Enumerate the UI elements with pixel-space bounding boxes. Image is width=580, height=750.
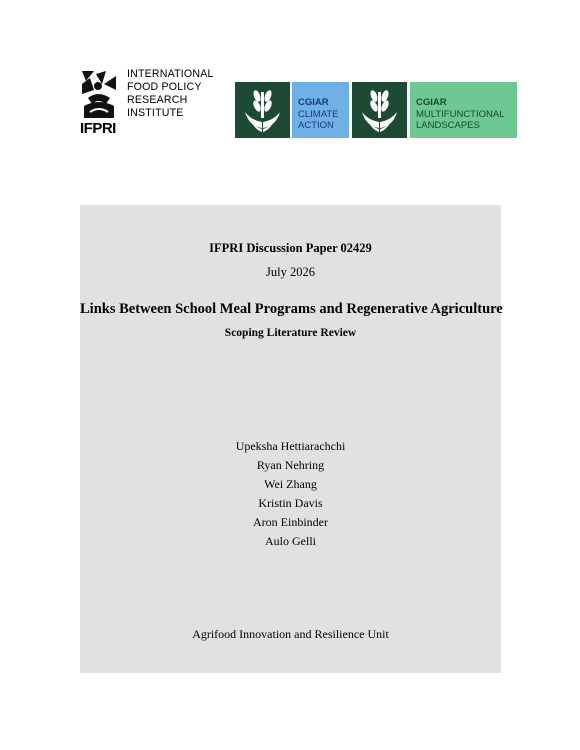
ifpri-name-line: INTERNATIONAL [127, 68, 214, 80]
author-name: Wei Zhang [264, 477, 317, 491]
ifpri-acronym: IFPRI [80, 120, 116, 137]
author-name: Aron Einbinder [253, 515, 328, 529]
ifpri-logo [80, 68, 220, 138]
cgiar-org-text: CGIAR [298, 97, 329, 108]
author-name: Ryan Nehring [256, 458, 325, 472]
ifpri-emblem-icon [80, 68, 118, 120]
ifpri-name-line: FOOD POLICY [127, 81, 202, 93]
cgiar-org-text: CGIAR [416, 97, 447, 108]
author-list [80, 437, 501, 551]
wheat-hands-icon [235, 82, 290, 138]
author-name: Kristin Davis [258, 496, 323, 510]
ifpri-name-line: RESEARCH [127, 94, 188, 106]
cgiar-program-line: LANDSCAPES [416, 120, 480, 131]
cgiar-program-line: MULTIFUNCTIONAL [416, 108, 505, 120]
author-name: Aulo Gelli [265, 534, 316, 548]
ifpri-name-line: INSTITUTE [127, 107, 184, 119]
cgiar-program-line: ACTION [298, 120, 334, 131]
paper-series: IFPRI Discussion Paper 02429 [209, 241, 372, 255]
paper-title: Links Between School Meal Programs and Regenerative Agriculture [80, 301, 503, 317]
cgiar-climate-label [292, 82, 349, 138]
publication-date: July 2026 [266, 265, 315, 279]
cover-panel [80, 205, 501, 673]
cgiar-climate-emblem [235, 82, 290, 138]
paper-subtitle: Scoping Literature Review [224, 327, 357, 339]
research-unit: Agrifood Innovation and Resilience Unit [192, 627, 389, 641]
cgiar-program-line: CLIMATE [298, 108, 339, 120]
cgiar-landscapes-label [410, 82, 517, 138]
cgiar-landscapes-emblem [352, 82, 407, 138]
author-name: Upeksha Hettiarachchi [235, 439, 346, 453]
wheat-hands-icon [352, 82, 407, 138]
ifpri-full-name [127, 68, 214, 120]
